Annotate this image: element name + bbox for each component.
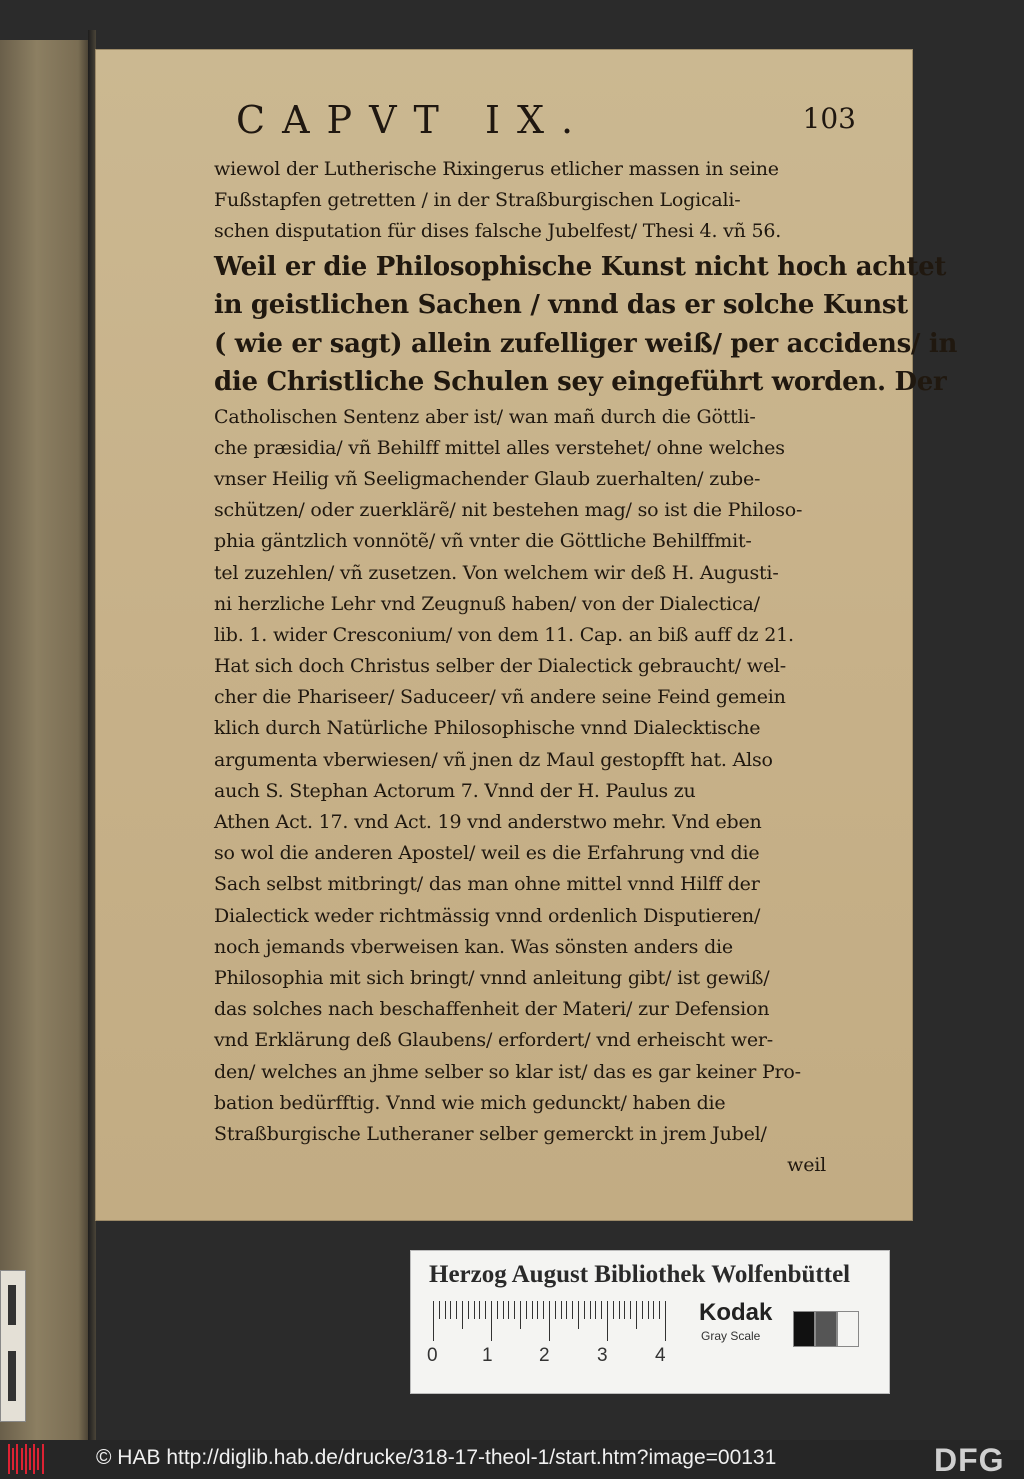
- text-line: noch jemands vberweisen kan. Was sönsten anders die: [214, 935, 733, 958]
- icon-bar: [8, 1444, 10, 1474]
- ruler-tick: [526, 1301, 527, 1319]
- ruler-label: 1: [482, 1345, 493, 1366]
- shelf-tab: [0, 1270, 26, 1422]
- dfg-logo: DFG: [934, 1442, 1005, 1478]
- book-spine: [88, 30, 96, 1440]
- ruler-tick: [642, 1301, 643, 1319]
- gray-swatch-white: [837, 1311, 859, 1347]
- text-line: cher die Phariseer/ Saduceer/ vñ andere seine Feind gemein: [214, 686, 786, 709]
- ruler-tick: [613, 1301, 614, 1319]
- text-line: Hat sich doch Christus selber der Dialectick gebraucht/ wel-: [214, 655, 786, 678]
- text-line: Weil er die Philosophische Kunst nicht hoch achtet: [214, 251, 947, 282]
- facing-page-edge: [0, 40, 92, 1440]
- ruler-tick: [543, 1301, 544, 1319]
- kodak-brand: Kodak: [699, 1299, 773, 1326]
- ruler-tick: [566, 1301, 567, 1319]
- gray-swatch-mid: [815, 1311, 837, 1347]
- page-number: 103: [802, 102, 856, 135]
- ruler-tick: [537, 1301, 538, 1319]
- text-line: Fußstapfen getretten / in der Straßburgischen Logicali-: [214, 189, 741, 212]
- page-header: [236, 98, 856, 148]
- text-line: vnd Erklärung deß Glaubens/ erfordert/ vnd erheischt wer-: [214, 1029, 774, 1052]
- ruler-tick: [450, 1301, 451, 1319]
- ruler-tick: [462, 1301, 463, 1329]
- ruler-tick: [584, 1301, 585, 1319]
- ruler-tick: [590, 1301, 591, 1319]
- ruler-tick: [491, 1301, 492, 1341]
- ruler-tick: [508, 1301, 509, 1319]
- text-line: tel zuzehlen/ vñ zusetzen. Von welchem wir deß H. Augusti-: [214, 561, 779, 584]
- ruler-tick: [555, 1301, 556, 1319]
- text-line: argumenta vberwiesen/ vñ jnen dz Maul gestopfft hat. Also: [214, 748, 773, 771]
- text-line: Philosophia mit sich bringt/ vnnd anleitung gibt/ ist gewiß/: [214, 966, 770, 989]
- ruler-tick: [479, 1301, 480, 1319]
- ruler-tick: [601, 1301, 602, 1319]
- hab-barcode-icon: [8, 1444, 48, 1474]
- ruler-label: 3: [597, 1345, 608, 1366]
- icon-bar: [12, 1448, 14, 1470]
- ruler-tick: [520, 1301, 521, 1329]
- ruler-tick: [439, 1301, 440, 1319]
- ruler-tick: [468, 1301, 469, 1319]
- catchword: weil: [787, 1154, 826, 1177]
- copyright-link[interactable]: © HAB http://diglib.hab.de/drucke/318-17-theol-1/start.htm?image=00131: [96, 1446, 777, 1469]
- gray-swatch-black: [793, 1311, 815, 1347]
- ruler-tick: [474, 1301, 475, 1319]
- ruler-tick: [497, 1301, 498, 1319]
- text-line: che præsidia/ vñ Behilff mittel alles verstehet/ ohne welches: [214, 436, 785, 459]
- ruler-tick: [659, 1301, 660, 1319]
- ruler-tick: [595, 1301, 596, 1319]
- icon-bar: [21, 1448, 23, 1470]
- ruler-tick: [619, 1301, 620, 1319]
- ruler-label: 2: [539, 1345, 550, 1366]
- ruler-tick: [456, 1301, 457, 1319]
- ruler-tick: [433, 1301, 434, 1341]
- icon-bar: [29, 1448, 31, 1470]
- text-line: vnser Heilig vñ Seeligmachender Glaub zuerhalten/ zube-: [214, 467, 761, 490]
- text-line: Straßburgische Lutheraner selber gemerckt in jrem Jubel/: [214, 1122, 767, 1145]
- icon-bar: [33, 1444, 35, 1474]
- icon-bar: [42, 1444, 44, 1474]
- text-line: den/ welches an jhme selber so klar ist/ das es gar keiner Pro-: [214, 1060, 801, 1083]
- institution-name: Herzog August Bibliothek Wolfenbüttel: [429, 1261, 851, 1288]
- shelf-tab-mark: [8, 1351, 16, 1401]
- text-line: Catholischen Sentenz aber ist/ wan mañ durch die Göttli-: [214, 405, 756, 428]
- text-line: Athen Act. 17. vnd Act. 19 vnd anderstwo mehr. Vnd eben: [214, 811, 762, 833]
- ruler-tick: [648, 1301, 649, 1319]
- ruler-tick: [578, 1301, 579, 1329]
- ruler-tick: [636, 1301, 637, 1329]
- ruler-tick: [572, 1301, 573, 1319]
- ruler-tick: [485, 1301, 486, 1319]
- text-line: schen disputation für dises falsche Jubelfest/ Thesi 4. vñ 56.: [214, 220, 782, 243]
- running-head: CAPVT IX.: [236, 98, 591, 142]
- ruler-tick: [532, 1301, 533, 1319]
- text-line: das solches nach beschaffenheit der Materi/ zur Defension: [214, 998, 770, 1021]
- scale-ruler: [433, 1301, 671, 1341]
- icon-bar: [25, 1444, 27, 1474]
- text-line: ( wie er sagt) allein zufelliger weiß/ per accidens/ in: [214, 328, 958, 359]
- text-line: schützen/ oder zuerklärẽ/ nit bestehen mag/ so ist die Philoso-: [214, 499, 803, 522]
- ruler-tick: [561, 1301, 562, 1319]
- text-line: in geistlichen Sachen / vnnd das er solche Kunst: [214, 290, 908, 321]
- text-line: wiewol der Lutherische Rixingerus etlicher massen in seine: [214, 158, 779, 180]
- ruler-label: 0: [427, 1345, 438, 1366]
- ruler-tick: [665, 1301, 666, 1341]
- text-line: klich durch Natürliche Philosophische vnnd Dialecktische: [214, 717, 761, 740]
- icon-bar: [37, 1448, 39, 1470]
- ruler-tick: [514, 1301, 515, 1319]
- text-line: lib. 1. wider Cresconium/ von dem 11. Cap. an biß auff dz 21.: [214, 623, 794, 646]
- ruler-tick: [607, 1301, 608, 1341]
- ruler-tick: [503, 1301, 504, 1319]
- text-line: phia gäntzlich vonnötẽ/ vñ vnter die Göttliche Behilffmit-: [214, 530, 752, 553]
- book-page: [96, 50, 958, 1220]
- text-line: auch S. Stephan Actorum 7. Vnnd der H. Paulus zu: [214, 779, 696, 802]
- ruler-tick: [653, 1301, 654, 1319]
- ruler-tick: [630, 1301, 631, 1319]
- ruler-label: 4: [655, 1345, 666, 1366]
- gray-scale-label: Gray Scale: [701, 1329, 761, 1343]
- text-line: bation bedürfftig. Vnnd wie mich gedunckt/ haben die: [214, 1091, 726, 1114]
- icon-bar: [16, 1444, 18, 1474]
- calibration-card: [410, 1250, 890, 1394]
- text-line: Sach selbst mitbringt/ das man ohne mittel vnnd Hilff der: [214, 873, 760, 896]
- ruler-tick: [624, 1301, 625, 1319]
- text-line: so wol die anderen Apostel/ weil es die Erfahrung vnd die: [214, 842, 760, 865]
- footer-bar: [0, 1440, 1024, 1478]
- text-line: Dialectick weder richtmässig vnnd ordenlich Disputieren/: [214, 904, 761, 927]
- text-line: ni herzliche Lehr vnd Zeugnuß haben/ von der Dialectica/: [214, 592, 760, 615]
- text-line: die Christliche Schulen sey eingeführt worden. Der: [214, 367, 947, 398]
- ruler-tick: [549, 1301, 550, 1341]
- shelf-tab-mark: [8, 1285, 16, 1325]
- ruler-tick: [445, 1301, 446, 1319]
- page-body-text: [214, 154, 958, 1181]
